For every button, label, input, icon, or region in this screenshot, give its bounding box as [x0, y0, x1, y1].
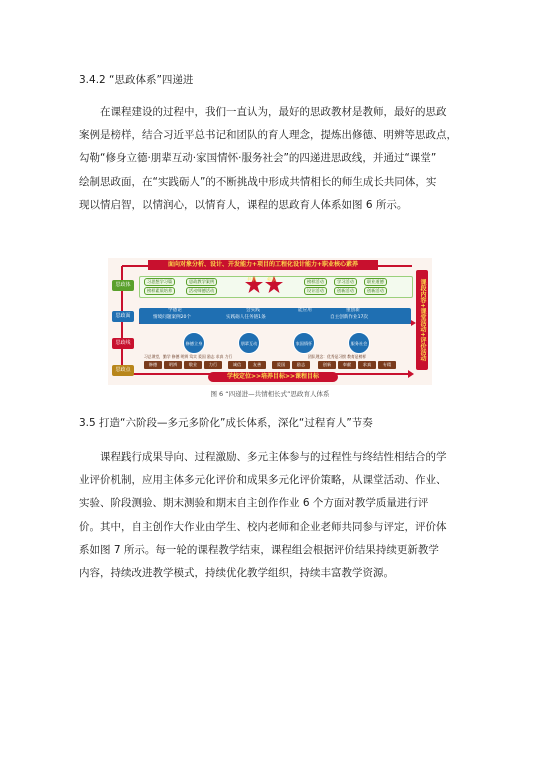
side-label-xian: 思政线	[112, 338, 134, 349]
paragraph-3-4-2	[79, 101, 467, 217]
side-label-tixi: 思政体	[112, 280, 134, 291]
blue-item: 会实践	[246, 308, 260, 313]
side-label-dian: 思政点	[112, 365, 134, 376]
star-label: 相长	[267, 278, 277, 283]
paragraph-line: 实验、阶段测验、期末测验和期末自主创作作业 6 个方面对教学质量进行评	[79, 497, 429, 510]
line-circle: 家国情怀	[293, 332, 315, 354]
paragraph-line: 绘制思政面，在“实践砺人”的不断挑战中形成共情相长的师生成长共同体，实	[79, 175, 437, 188]
line-circle: 朋辈互动	[238, 332, 260, 354]
point-chip: 明辨	[164, 361, 182, 369]
point-chip: 爱国	[272, 361, 290, 369]
point-chip: 奉献	[338, 361, 356, 369]
point-chip: 友善	[248, 361, 266, 369]
pill: 思政教学案例	[186, 278, 217, 286]
pill: 榜样活动	[304, 278, 327, 286]
pill: 设计活动	[304, 287, 327, 295]
paragraph-line: 案例是榜样，结合习近平总书记和团队的育人理念，提炼出修德、明辨等思政点，	[79, 129, 457, 142]
bottom-text-left: 习总课堂，勤学 修德 明辨 笃实 爱国 励志 求真 力行	[144, 354, 233, 359]
blue-item: 学德论	[168, 308, 182, 313]
paragraph-3-5	[79, 446, 467, 585]
pill: 榜样素质培养	[144, 287, 175, 295]
paragraph-line: 课程践行成果导向、过程激励、多元主体参与的过程性与终结性相结合的学	[100, 451, 447, 463]
point-chip: 诚信	[228, 361, 246, 369]
point-chip: 力行	[204, 361, 222, 369]
line-circle: 服务社会	[348, 332, 370, 354]
blue-item: 实践砺人任务链1条	[226, 315, 266, 320]
line-circle: 修德立身	[183, 332, 205, 354]
pill: 学习活动	[334, 278, 357, 286]
point-chip: 励志	[292, 361, 310, 369]
blue-item: 自主创新作业17次	[330, 315, 369, 320]
bottom-text-right: 团队理念：优秀是习惯 教育是榜样	[308, 354, 367, 359]
section-heading-3-5: 3.5 打造“六阶段—多元多阶化”成长体系，深化“过程育人”节奏	[79, 417, 373, 429]
pill: 创新活动	[334, 287, 357, 295]
pill: 创新活动	[364, 287, 387, 295]
pill: 习思想学习篇	[144, 278, 175, 286]
point-chip: 敬业	[184, 361, 202, 369]
point-chip: 修德	[144, 361, 162, 369]
side-label-mian: 思政面	[112, 311, 134, 322]
figure-6-diagram	[108, 258, 432, 385]
figure-caption: 图 6 “四递进—共情相长式”思政育人体系	[210, 390, 330, 398]
point-chip: 求真	[358, 361, 376, 369]
paragraph-line: 系如图 7 所示。每一轮的课程教学结束，课程组会根据评价结果持续更新教学	[79, 543, 439, 556]
point-chip: 创新	[318, 361, 336, 369]
blue-item: 情境问题案例20个	[153, 315, 192, 320]
paragraph-line: 内容，持续改进教学模式，持续优化教学组织，持续丰富教学资源。	[79, 567, 394, 580]
right-banner: 课段内容+课堂活动+评价活动	[416, 270, 428, 370]
section-heading-3-4-2: 3.4.2 “思政体系”四递进	[79, 74, 194, 86]
paragraph-line: 现以情启智，以情润心，以情育人，课程的思政育人体系如图 6 所示。	[79, 198, 408, 211]
star-label: 共情	[247, 278, 257, 283]
paragraph-line: 业评价机制，应用主体多元化评价和成果多元化评价策略，从课堂活动、作业、	[79, 474, 447, 487]
pill: 活动师德活动	[186, 287, 217, 295]
paragraph-line: 价。其中，自主创作大作业由学生、校内老师和企业老师共同参与评定，评价体	[79, 520, 447, 533]
paragraph-line: 在课程建设的过程中，我们一直认为，最好的思政教材是教师，最好的思政	[100, 106, 447, 118]
top-banner: 面向对象分析、设计、开发能力+项目的工程化设计能力+职业核心素养	[148, 260, 378, 270]
bottom-banner: 学校定位>>培养目标>>课程目标	[208, 372, 338, 382]
blue-item: 能应用	[298, 308, 312, 313]
pill: 职业道德	[364, 278, 387, 286]
blue-item: 重创新	[346, 308, 360, 313]
paragraph-line: 勾勒“修身立德·朋辈互动·家国情怀·服务社会”的四递进思政线，并通过“课堂”	[79, 152, 437, 165]
point-chip: 专精	[378, 361, 396, 369]
